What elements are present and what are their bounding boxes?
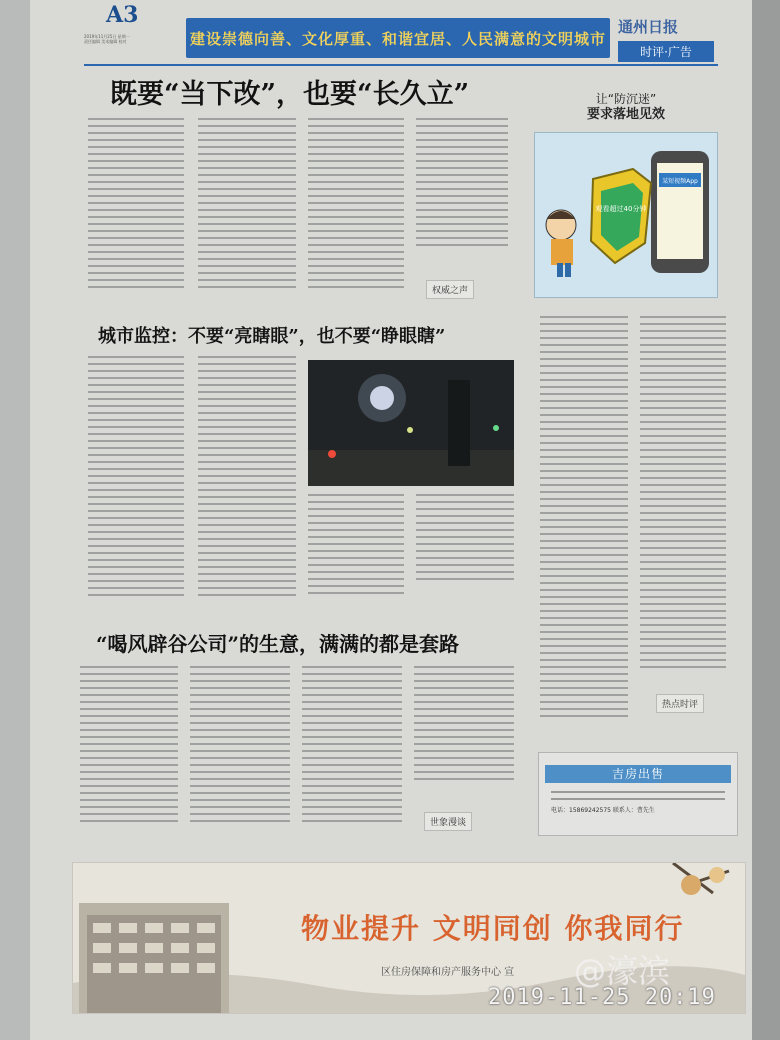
- svg-text:观看超过40分钟: 观看超过40分钟: [595, 205, 647, 213]
- svg-text:某短视频App: 某短视频App: [662, 178, 698, 185]
- photo-timestamp: 2019-11-25 20:19: [488, 985, 716, 1010]
- anti-addiction-cartoon: [534, 132, 718, 298]
- lead-column-4: [416, 118, 508, 251]
- slogan-text: 建设崇德向善、文化厚重、和谐宜居、人民满意的文明城市: [189, 29, 606, 48]
- world-column-tag: 世象漫谈: [424, 812, 472, 831]
- company-headline: “喝风辟谷公司”的生意，满满的都是套路: [96, 632, 460, 656]
- authority-column-tag: 权威之声: [426, 280, 474, 299]
- monitor-column-1: [88, 356, 184, 601]
- section-label: 时评·广告: [618, 41, 714, 62]
- hotspot-column-1: [540, 316, 628, 722]
- masthead-logo: 通州日报: [618, 18, 679, 36]
- banner-credit: 区住房保障和房产服务中心 宣: [381, 967, 515, 978]
- lead-headline: 既要“当下改”，也要“长久立”: [110, 79, 470, 110]
- page-shadow: [0, 0, 30, 1040]
- ad-body: [551, 791, 725, 814]
- night-street-photo: [308, 360, 514, 486]
- monitor-column-3: [308, 494, 404, 599]
- page-number: A3: [106, 2, 139, 28]
- night-scene: [308, 360, 514, 486]
- header-rule: [84, 64, 718, 66]
- monitor-column-2: [198, 356, 296, 601]
- page-edge: [752, 0, 780, 1040]
- monitor-headline: 城市监控：不要“亮瞎眼”，也不要“睁眼瞎”: [98, 326, 446, 347]
- ad-title: 吉房出售: [545, 765, 731, 783]
- hotspot-column-2: [640, 316, 726, 673]
- ad-contact: 电话：15869242575 联系人：曹先生: [551, 807, 655, 814]
- cartoon-illustration: [535, 133, 717, 297]
- weibo-watermark: @濠滨: [574, 952, 671, 990]
- house-sale-ad: [538, 752, 738, 836]
- civilization-slogan-banner: [186, 18, 610, 58]
- company-column-3: [302, 666, 402, 827]
- company-column-2: [190, 666, 290, 827]
- lead-column-3: [308, 118, 404, 293]
- masthead: [618, 16, 714, 62]
- sidebar-headline: 让“防沉迷” 要求落地见效: [586, 92, 665, 122]
- company-column-4: [414, 666, 514, 785]
- hotspot-column-tag: 热点时评: [656, 694, 704, 713]
- lead-column-2: [198, 118, 296, 293]
- monitor-column-4: [416, 494, 514, 585]
- lead-column-1: [88, 118, 184, 293]
- issue-meta: 2019年11月25日 星期一 责任编辑 美术编辑 校对: [84, 34, 130, 44]
- banner-slogan: 物业提升 文明同创 你我同行: [301, 912, 685, 945]
- company-column-1: [80, 666, 178, 827]
